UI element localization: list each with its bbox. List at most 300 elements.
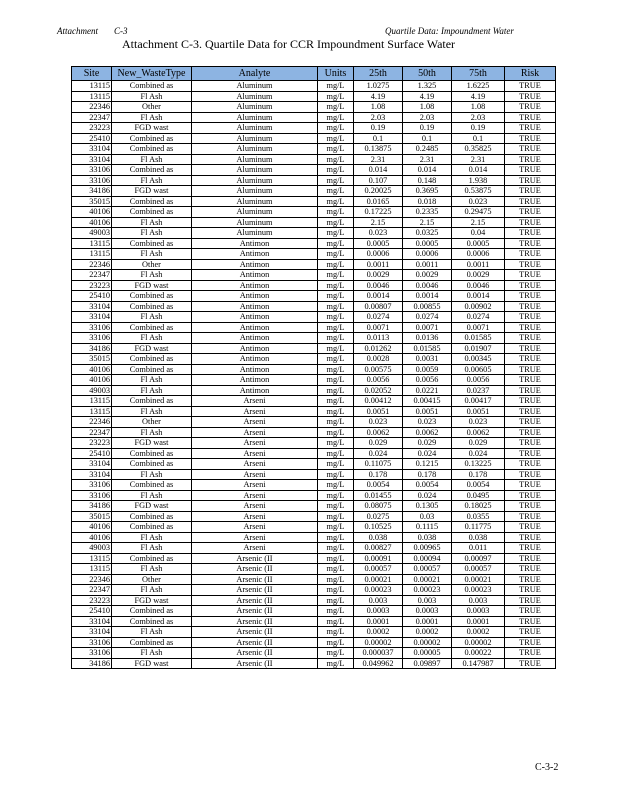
table-row (72, 606, 556, 617)
table-cell: 13115 (72, 564, 112, 575)
table-cell: 0.0054 (403, 480, 452, 491)
table-cell: mg/L (318, 501, 354, 512)
table-cell: 0.00057 (452, 564, 505, 575)
table-row (72, 553, 556, 564)
page-title: Attachment C-3. Quartile Data for CCR Impoundment Surface Water (122, 37, 456, 51)
table-row (72, 375, 556, 386)
table-cell: mg/L (318, 480, 354, 491)
table-cell: mg/L (318, 459, 354, 470)
table-cell: mg/L (318, 144, 354, 155)
table-cell: mg/L (318, 574, 354, 585)
table-cell: 2.15 (452, 217, 505, 228)
table-cell: 0.01585 (452, 333, 505, 344)
table-cell: 33106 (72, 490, 112, 501)
table-cell: 0.00005 (403, 648, 452, 659)
table-cell: 0.024 (403, 448, 452, 459)
table-cell: 0.0006 (452, 249, 505, 260)
table-header-row (72, 67, 556, 81)
table-row (72, 238, 556, 249)
table-row (72, 249, 556, 260)
table-cell: 0.0355 (452, 511, 505, 522)
table-cell: 0.0054 (354, 480, 403, 491)
table-cell: TRUE (505, 364, 556, 375)
table-cell: Fl Ash (112, 91, 192, 102)
table-cell: TRUE (505, 217, 556, 228)
table-cell: mg/L (318, 280, 354, 291)
table-cell: 0.00057 (403, 564, 452, 575)
table-cell: mg/L (318, 564, 354, 575)
table-cell: 22347 (72, 427, 112, 438)
table-row (72, 448, 556, 459)
table-cell: Arseni (192, 532, 318, 543)
table-cell: 0.018 (403, 196, 452, 207)
page-number: C-3-2 (535, 762, 559, 773)
table-cell: 0.00023 (354, 585, 403, 596)
table-cell: TRUE (505, 81, 556, 92)
table-cell: mg/L (318, 627, 354, 638)
table-cell: Aluminum (192, 133, 318, 144)
table-cell: 0.0029 (452, 270, 505, 281)
table-cell: 2.31 (354, 154, 403, 165)
table-cell: TRUE (505, 543, 556, 554)
table-cell: 1.938 (452, 175, 505, 186)
table-row (72, 301, 556, 312)
table-cell: 0.35825 (452, 144, 505, 155)
table-cell: 22347 (72, 112, 112, 123)
table-cell: 0.19 (452, 123, 505, 134)
table-cell: FGD wast (112, 595, 192, 606)
table-cell: Fl Ash (112, 112, 192, 123)
table-cell: 0.1115 (403, 522, 452, 533)
table-cell: Combined as (112, 637, 192, 648)
table-cell: 25410 (72, 291, 112, 302)
table-cell: 0.023 (452, 196, 505, 207)
table-cell: Combined as (112, 165, 192, 176)
table-cell: 0.00097 (452, 553, 505, 564)
table-cell: mg/L (318, 333, 354, 344)
table-cell: 0.1 (354, 133, 403, 144)
table-cell: Arsenic (II (192, 585, 318, 596)
table-cell: Antimon (192, 385, 318, 396)
table-cell: 0.1305 (403, 501, 452, 512)
table-cell: 33104 (72, 301, 112, 312)
table-cell: Antimon (192, 343, 318, 354)
table-cell: 0.0011 (403, 259, 452, 270)
table-cell: 0.0136 (403, 333, 452, 344)
table-cell: Arsenic (II (192, 553, 318, 564)
table-cell: 0.10525 (354, 522, 403, 533)
table-cell: TRUE (505, 469, 556, 480)
table-cell: 0.1 (403, 133, 452, 144)
table-cell: Antimon (192, 301, 318, 312)
table-cell: 0.0029 (354, 270, 403, 281)
table-cell: TRUE (505, 301, 556, 312)
column-header: Units (318, 67, 354, 81)
table-cell: Aluminum (192, 112, 318, 123)
table-cell: 0.014 (403, 165, 452, 176)
table-cell: TRUE (505, 637, 556, 648)
table-cell: 0.29475 (452, 207, 505, 218)
table-cell: 22346 (72, 574, 112, 585)
table-cell: 0.0056 (354, 375, 403, 386)
table-cell: 0.00021 (452, 574, 505, 585)
table-cell: Fl Ash (112, 154, 192, 165)
table-cell: 25410 (72, 133, 112, 144)
table-cell: mg/L (318, 364, 354, 375)
table-row (72, 543, 556, 554)
table-cell: TRUE (505, 417, 556, 428)
table-cell: 40106 (72, 522, 112, 533)
table-row (72, 228, 556, 239)
table-row (72, 385, 556, 396)
table-cell: mg/L (318, 354, 354, 365)
table-cell: 0.0051 (403, 406, 452, 417)
table-cell: 33104 (72, 144, 112, 155)
table-cell: mg/L (318, 217, 354, 228)
table-cell: FGD wast (112, 501, 192, 512)
table-cell: 0.01585 (403, 343, 452, 354)
table-cell: 2.15 (403, 217, 452, 228)
table-row (72, 658, 556, 669)
table-cell: 33106 (72, 637, 112, 648)
table-cell: TRUE (505, 627, 556, 638)
table-body (72, 81, 556, 669)
table-cell: Combined as (112, 81, 192, 92)
table-cell: mg/L (318, 637, 354, 648)
table-cell: 0.014 (354, 165, 403, 176)
table-cell: 0.3695 (403, 186, 452, 197)
table-cell: TRUE (505, 427, 556, 438)
table-cell: 35015 (72, 196, 112, 207)
table-cell: 0.00605 (452, 364, 505, 375)
table-cell: TRUE (505, 511, 556, 522)
table-cell: Combined as (112, 133, 192, 144)
table-cell: Fl Ash (112, 648, 192, 659)
table-cell: TRUE (505, 438, 556, 449)
table-cell: 0.024 (452, 448, 505, 459)
table-cell: mg/L (318, 616, 354, 627)
column-header: Site (72, 67, 112, 81)
table-cell: 0.038 (403, 532, 452, 543)
table-cell: 0.0237 (452, 385, 505, 396)
table-cell: Fl Ash (112, 228, 192, 239)
table-cell: 4.19 (452, 91, 505, 102)
table-row (72, 396, 556, 407)
table-cell: Combined as (112, 459, 192, 470)
table-cell: Arseni (192, 406, 318, 417)
table-cell: mg/L (318, 543, 354, 554)
table-cell: 0.2485 (403, 144, 452, 155)
table-cell: Antimon (192, 354, 318, 365)
table-cell: Antimon (192, 280, 318, 291)
table-cell: 0.0002 (452, 627, 505, 638)
table-cell: Aluminum (192, 165, 318, 176)
table-cell: TRUE (505, 91, 556, 102)
table-cell: 0.0046 (403, 280, 452, 291)
table-cell: 0.00412 (354, 396, 403, 407)
quartile-data-table (71, 66, 556, 669)
table-cell: 0.000037 (354, 648, 403, 659)
table-cell: 13115 (72, 553, 112, 564)
table-cell: 0.0005 (403, 238, 452, 249)
table-cell: mg/L (318, 249, 354, 260)
table-cell: 0.0005 (452, 238, 505, 249)
table-cell: TRUE (505, 165, 556, 176)
table-cell: 49003 (72, 385, 112, 396)
table-cell: 0.0001 (452, 616, 505, 627)
table-cell: Arsenic (II (192, 658, 318, 669)
table-cell: 0.003 (452, 595, 505, 606)
table-cell: 35015 (72, 511, 112, 522)
table-cell: 0.029 (403, 438, 452, 449)
table-cell: 0.00417 (452, 396, 505, 407)
table-cell: Aluminum (192, 102, 318, 113)
table-cell: Aluminum (192, 175, 318, 186)
table-cell: TRUE (505, 312, 556, 323)
table-cell: 0.00021 (403, 574, 452, 585)
table-cell: 0.0028 (354, 354, 403, 365)
table-cell: Arseni (192, 459, 318, 470)
table-cell: 49003 (72, 543, 112, 554)
table-cell: Fl Ash (112, 564, 192, 575)
table-cell: mg/L (318, 123, 354, 134)
table-cell: Aluminum (192, 217, 318, 228)
table-cell: 2.15 (354, 217, 403, 228)
table-cell: Fl Ash (112, 312, 192, 323)
table-cell: 0.003 (354, 595, 403, 606)
table-cell: TRUE (505, 448, 556, 459)
table-row (72, 291, 556, 302)
table-cell: 1.08 (403, 102, 452, 113)
table-cell: 33106 (72, 648, 112, 659)
table-cell: 0.13875 (354, 144, 403, 155)
table-cell: FGD wast (112, 658, 192, 669)
table-row (72, 564, 556, 575)
table-cell: mg/L (318, 196, 354, 207)
table-cell: Other (112, 574, 192, 585)
table-cell: 0.0071 (452, 322, 505, 333)
table-cell: TRUE (505, 144, 556, 155)
table-cell: mg/L (318, 490, 354, 501)
table-cell: 40106 (72, 375, 112, 386)
table-cell: 0.0062 (354, 427, 403, 438)
table-cell: Combined as (112, 364, 192, 375)
table-cell: 0.0001 (403, 616, 452, 627)
table-cell: 0.024 (403, 490, 452, 501)
table-cell: TRUE (505, 259, 556, 270)
table-cell: TRUE (505, 490, 556, 501)
table-cell: mg/L (318, 81, 354, 92)
table-cell: TRUE (505, 333, 556, 344)
table-cell: Arseni (192, 417, 318, 428)
table-cell: Antimon (192, 238, 318, 249)
table-row (72, 343, 556, 354)
table-cell: Arsenic (II (192, 595, 318, 606)
table-cell: 2.31 (403, 154, 452, 165)
table-row (72, 186, 556, 197)
table-cell: 0.00415 (403, 396, 452, 407)
table-cell: TRUE (505, 658, 556, 669)
table-row (72, 532, 556, 543)
table-cell: 0.023 (452, 417, 505, 428)
table-row (72, 144, 556, 155)
table-cell: 0.19 (403, 123, 452, 134)
table-cell: mg/L (318, 312, 354, 323)
table-cell: mg/L (318, 186, 354, 197)
table-cell: mg/L (318, 585, 354, 596)
table-cell: Arseni (192, 469, 318, 480)
table-cell: 0.18025 (452, 501, 505, 512)
table-cell: Fl Ash (112, 249, 192, 260)
table-cell: TRUE (505, 270, 556, 281)
table-cell: Antimon (192, 312, 318, 323)
table-cell: mg/L (318, 406, 354, 417)
table-cell: Arseni (192, 438, 318, 449)
table-cell: Aluminum (192, 207, 318, 218)
table-cell: mg/L (318, 511, 354, 522)
table-cell: 0.178 (452, 469, 505, 480)
table-cell: Combined as (112, 522, 192, 533)
table-cell: TRUE (505, 186, 556, 197)
table-cell: 0.00807 (354, 301, 403, 312)
table-cell: TRUE (505, 249, 556, 260)
table-cell: mg/L (318, 417, 354, 428)
table-cell: 23223 (72, 595, 112, 606)
table-cell: Arsenic (II (192, 616, 318, 627)
table-cell: mg/L (318, 343, 354, 354)
table-cell: Fl Ash (112, 375, 192, 386)
table-cell: mg/L (318, 469, 354, 480)
table-cell: 0.0003 (403, 606, 452, 617)
table-cell: 49003 (72, 228, 112, 239)
table-row (72, 438, 556, 449)
table-cell: 0.01455 (354, 490, 403, 501)
table-cell: FGD wast (112, 438, 192, 449)
table-cell: 2.03 (354, 112, 403, 123)
column-header: 75th (452, 67, 505, 81)
table-cell: 0.0071 (403, 322, 452, 333)
table-cell: 0.01907 (452, 343, 505, 354)
table-cell: 23223 (72, 280, 112, 291)
table-cell: Arsenic (II (192, 648, 318, 659)
table-cell: 0.0059 (403, 364, 452, 375)
table-cell: 0.19 (354, 123, 403, 134)
table-cell: mg/L (318, 322, 354, 333)
table-cell: TRUE (505, 175, 556, 186)
table-row (72, 585, 556, 596)
table-row (72, 648, 556, 659)
table-cell: 1.08 (354, 102, 403, 113)
table-cell: 0.107 (354, 175, 403, 186)
table-cell: Combined as (112, 553, 192, 564)
table-row (72, 574, 556, 585)
table-cell: 0.0006 (403, 249, 452, 260)
table-cell: 0.0005 (354, 238, 403, 249)
table-cell: 0.0051 (452, 406, 505, 417)
table-cell: 33104 (72, 312, 112, 323)
table-cell: Aluminum (192, 154, 318, 165)
table-cell: FGD wast (112, 280, 192, 291)
table-row (72, 81, 556, 92)
table-cell: TRUE (505, 375, 556, 386)
table-cell: TRUE (505, 606, 556, 617)
table-cell: Fl Ash (112, 469, 192, 480)
table-cell: Combined as (112, 606, 192, 617)
table-cell: Arsenic (II (192, 606, 318, 617)
table-cell: 0.00022 (452, 648, 505, 659)
table-cell: 22347 (72, 585, 112, 596)
table-cell: mg/L (318, 385, 354, 396)
table-cell: 0.00827 (354, 543, 403, 554)
table-cell: mg/L (318, 648, 354, 659)
table-cell: mg/L (318, 553, 354, 564)
table-cell: Fl Ash (112, 385, 192, 396)
table-cell: TRUE (505, 322, 556, 333)
table-cell: 25410 (72, 448, 112, 459)
table-row (72, 91, 556, 102)
table-cell: 0.0011 (452, 259, 505, 270)
table-cell: 34186 (72, 343, 112, 354)
table-cell: 0.00575 (354, 364, 403, 375)
table-cell: Fl Ash (112, 543, 192, 554)
table-cell: TRUE (505, 196, 556, 207)
table-cell: 35015 (72, 354, 112, 365)
table-cell: mg/L (318, 207, 354, 218)
table-cell: 13115 (72, 238, 112, 249)
table-cell: Aluminum (192, 228, 318, 239)
table-cell: mg/L (318, 228, 354, 239)
table-cell: Aluminum (192, 123, 318, 134)
table-cell: mg/L (318, 133, 354, 144)
table-cell: TRUE (505, 648, 556, 659)
table-row (72, 123, 556, 134)
table-cell: 22346 (72, 102, 112, 113)
table-cell: 33106 (72, 165, 112, 176)
table-cell: 0.00057 (354, 564, 403, 575)
table-cell: TRUE (505, 595, 556, 606)
table-cell: mg/L (318, 595, 354, 606)
table-cell: 0.0274 (403, 312, 452, 323)
table-cell: 22346 (72, 259, 112, 270)
table-cell: 0.014 (452, 165, 505, 176)
table-cell: 22347 (72, 270, 112, 281)
table-cell: TRUE (505, 291, 556, 302)
table-cell: 0.00002 (354, 637, 403, 648)
table-cell: Aluminum (192, 196, 318, 207)
table-cell: mg/L (318, 658, 354, 669)
table-cell: 0.53875 (452, 186, 505, 197)
table-cell: mg/L (318, 301, 354, 312)
table-cell: 33106 (72, 333, 112, 344)
table-cell: TRUE (505, 574, 556, 585)
table-cell: TRUE (505, 616, 556, 627)
table-cell: Antimon (192, 270, 318, 281)
table-cell: 0.00002 (452, 637, 505, 648)
table-cell: 40106 (72, 364, 112, 375)
table-cell: Fl Ash (112, 490, 192, 501)
table-cell: mg/L (318, 112, 354, 123)
table-cell: mg/L (318, 448, 354, 459)
table-cell: 0.03 (403, 511, 452, 522)
table-cell: TRUE (505, 522, 556, 533)
table-row (72, 427, 556, 438)
table-cell: 0.08075 (354, 501, 403, 512)
table-cell: Combined as (112, 354, 192, 365)
table-cell: mg/L (318, 238, 354, 249)
table-cell: TRUE (505, 501, 556, 512)
table-row (72, 511, 556, 522)
table-cell: 1.0275 (354, 81, 403, 92)
